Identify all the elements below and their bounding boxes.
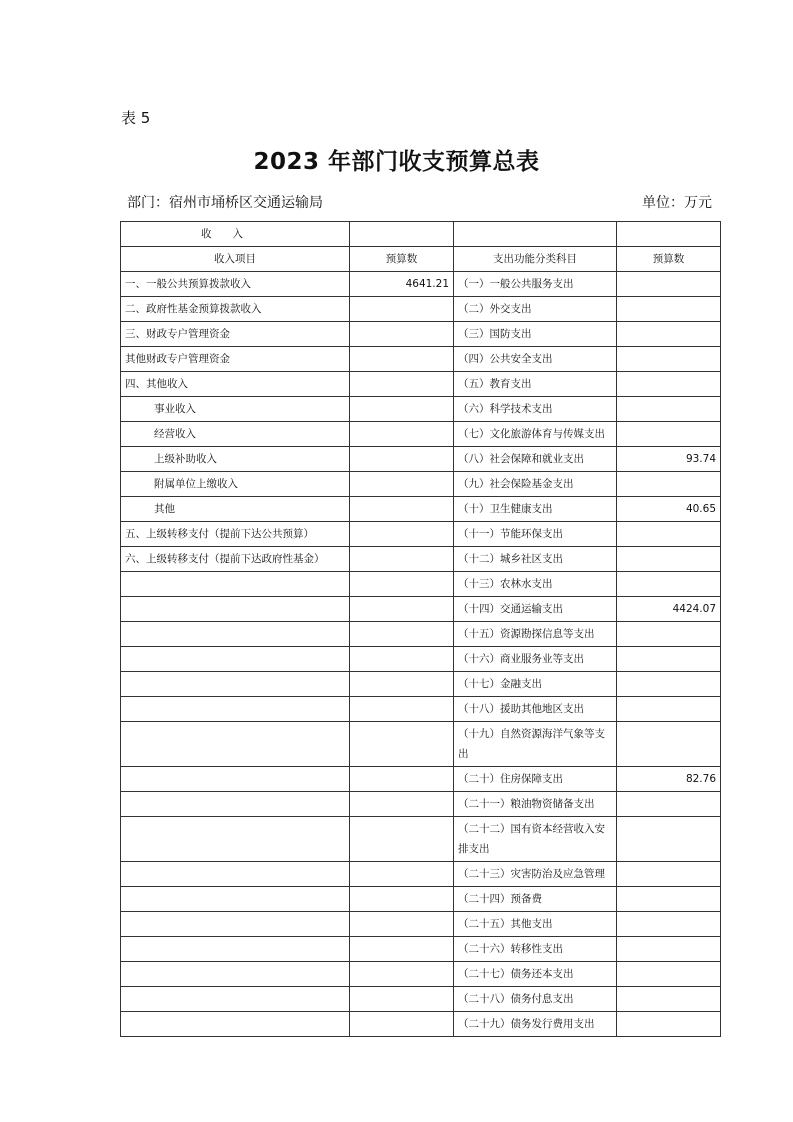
income-amount-cell	[350, 647, 454, 672]
expense-amount-cell	[617, 647, 721, 672]
income-amount-cell	[350, 597, 454, 622]
expense-amount-cell	[617, 1012, 721, 1037]
income-amount-cell	[350, 572, 454, 597]
expense-amount-cell: 40.65	[617, 497, 721, 522]
income-item-cell	[121, 987, 350, 1012]
table-row	[121, 547, 721, 572]
expense-item-cell: （九）社会保险基金支出	[454, 472, 617, 497]
table-row	[121, 987, 721, 1012]
expense-item-cell: （二十四）预备费	[454, 887, 617, 912]
income-item-cell: 二、政府性基金预算拨款收入	[121, 297, 350, 322]
income-item-cell: 五、上级转移支付（提前下达公共预算）	[121, 522, 350, 547]
income-item-cell: 六、上级转移支付（提前下达政府性基金）	[121, 547, 350, 572]
income-amount-cell	[350, 962, 454, 987]
table-row	[121, 792, 721, 817]
expense-amount-cell	[617, 912, 721, 937]
expense-item-cell: （二十八）债务付息支出	[454, 987, 617, 1012]
expense-item-cell: （三）国防支出	[454, 322, 617, 347]
expense-item-cell: （五）教育支出	[454, 372, 617, 397]
income-item-cell: 附属单位上缴收入	[121, 472, 350, 497]
income-item-header: 收入项目	[121, 247, 350, 272]
header-empty-cell	[617, 222, 721, 247]
table-row	[121, 912, 721, 937]
expense-amount-cell: 82.76	[617, 767, 721, 792]
table-row	[121, 817, 721, 862]
income-item-cell	[121, 597, 350, 622]
expense-amount-cell	[617, 422, 721, 447]
expense-item-cell: （二十二）国有资本经营收入安排支出	[454, 817, 617, 862]
income-amount-cell	[350, 372, 454, 397]
income-item-cell	[121, 887, 350, 912]
table-row	[121, 622, 721, 647]
expense-item-cell: （十四）交通运输支出	[454, 597, 617, 622]
income-amount-cell	[350, 547, 454, 572]
table-row	[121, 887, 721, 912]
income-amount-cell	[350, 522, 454, 547]
expense-item-cell: （四）公共安全支出	[454, 347, 617, 372]
expense-item-cell: （六）科学技术支出	[454, 397, 617, 422]
income-item-cell	[121, 962, 350, 987]
expense-item-cell: （二）外交支出	[454, 297, 617, 322]
table-row	[121, 472, 721, 497]
table-row	[121, 672, 721, 697]
income-item-cell	[121, 722, 350, 767]
income-item-cell	[121, 622, 350, 647]
income-item-cell	[121, 1012, 350, 1037]
income-item-cell: 其他财政专户管理资金	[121, 347, 350, 372]
income-amount-cell	[350, 912, 454, 937]
expense-budget-header: 预算数	[617, 247, 721, 272]
income-item-cell	[121, 817, 350, 862]
income-budget-header: 预算数	[350, 247, 454, 272]
expense-item-cell: （二十六）转移性支出	[454, 937, 617, 962]
table-row	[121, 347, 721, 372]
income-amount-cell	[350, 887, 454, 912]
page-title: 2023 年部门收支预算总表	[253, 149, 540, 175]
income-item-cell	[121, 767, 350, 792]
income-item-cell	[121, 647, 350, 672]
budget-summary-table	[120, 221, 721, 1037]
income-amount-cell	[350, 497, 454, 522]
income-amount-cell: 4641.21	[350, 272, 454, 297]
income-amount-cell	[350, 347, 454, 372]
header-group-row	[121, 222, 721, 247]
table-row	[121, 1012, 721, 1037]
table-row	[121, 297, 721, 322]
expense-amount-cell	[617, 522, 721, 547]
table-row	[121, 522, 721, 547]
income-amount-cell	[350, 722, 454, 767]
income-item-cell	[121, 862, 350, 887]
expense-item-cell: （二十一）粮油物资储备支出	[454, 792, 617, 817]
unit-label: 单位：万元	[642, 195, 712, 211]
expense-item-cell: （十一）节能环保支出	[454, 522, 617, 547]
expense-amount-cell	[617, 792, 721, 817]
income-amount-cell	[350, 1012, 454, 1037]
expense-amount-cell	[617, 987, 721, 1012]
income-item-cell: 一、一般公共预算拨款收入	[121, 272, 350, 297]
income-amount-cell	[350, 862, 454, 887]
table-row	[121, 767, 721, 792]
table-row	[121, 597, 721, 622]
table-label: 表 5	[121, 109, 151, 127]
table-row	[121, 272, 721, 297]
expense-amount-cell	[617, 272, 721, 297]
expense-amount-cell	[617, 672, 721, 697]
table-row	[121, 862, 721, 887]
expense-item-cell: （八）社会保障和就业支出	[454, 447, 617, 472]
expense-item-cell: （十二）城乡社区支出	[454, 547, 617, 572]
income-amount-cell	[350, 322, 454, 347]
expense-amount-cell	[617, 472, 721, 497]
income-amount-cell	[350, 792, 454, 817]
income-amount-cell	[350, 472, 454, 497]
expense-amount-cell	[617, 397, 721, 422]
expense-item-cell: （十八）援助其他地区支出	[454, 697, 617, 722]
income-item-cell	[121, 572, 350, 597]
income-amount-cell	[350, 697, 454, 722]
expense-amount-cell	[617, 297, 721, 322]
income-item-cell: 事业收入	[121, 397, 350, 422]
income-item-cell: 四、其他收入	[121, 372, 350, 397]
table-row	[121, 697, 721, 722]
expense-amount-cell	[617, 817, 721, 862]
table-row	[121, 572, 721, 597]
income-amount-cell	[350, 422, 454, 447]
expense-amount-cell: 4424.07	[617, 597, 721, 622]
income-amount-cell	[350, 672, 454, 697]
expense-item-cell: （十三）农林水支出	[454, 572, 617, 597]
income-item-cell	[121, 937, 350, 962]
table-row	[121, 372, 721, 397]
expense-amount-cell	[617, 572, 721, 597]
expense-amount-cell	[617, 347, 721, 372]
expense-item-header: 支出功能分类科目	[454, 247, 617, 272]
table-row	[121, 322, 721, 347]
expense-amount-cell	[617, 547, 721, 572]
expense-amount-cell	[617, 887, 721, 912]
table-row	[121, 722, 721, 767]
income-amount-cell	[350, 297, 454, 322]
expense-item-cell: （二十九）债务发行费用支出	[454, 1012, 617, 1037]
income-amount-cell	[350, 447, 454, 472]
expense-item-cell: （十九）自然资源海洋气象等支出	[454, 722, 617, 767]
table-row	[121, 422, 721, 447]
table-row	[121, 937, 721, 962]
expense-item-cell: （十）卫生健康支出	[454, 497, 617, 522]
expense-amount-cell	[617, 937, 721, 962]
income-item-cell: 上级补助收入	[121, 447, 350, 472]
income-item-cell	[121, 672, 350, 697]
expense-amount-cell	[617, 862, 721, 887]
expense-item-cell: （二十三）灾害防治及应急管理	[454, 862, 617, 887]
income-item-cell	[121, 697, 350, 722]
expense-item-cell: （十六）商业服务业等支出	[454, 647, 617, 672]
income-amount-cell	[350, 937, 454, 962]
table-row	[121, 397, 721, 422]
table-row	[121, 647, 721, 672]
income-item-cell	[121, 912, 350, 937]
expense-item-cell: （二十）住房保障支出	[454, 767, 617, 792]
income-amount-cell	[350, 987, 454, 1012]
expense-item-cell: （二十五）其他支出	[454, 912, 617, 937]
expense-item-cell: （一）一般公共服务支出	[454, 272, 617, 297]
expense-amount-cell	[617, 697, 721, 722]
expense-item-cell: （十七）金融支出	[454, 672, 617, 697]
income-item-cell	[121, 792, 350, 817]
income-amount-cell	[350, 767, 454, 792]
expense-item-cell: （七）文化旅游体育与传媒支出	[454, 422, 617, 447]
expense-amount-cell	[617, 722, 721, 767]
header-empty-cell	[454, 222, 617, 247]
expense-amount-cell	[617, 322, 721, 347]
income-amount-cell	[350, 817, 454, 862]
expense-amount-cell	[617, 372, 721, 397]
income-item-cell: 三、财政专户管理资金	[121, 322, 350, 347]
table-row	[121, 447, 721, 472]
income-amount-cell	[350, 397, 454, 422]
income-amount-cell	[350, 622, 454, 647]
expense-amount-cell	[617, 962, 721, 987]
income-group-header: 收 入	[121, 222, 350, 247]
expense-item-cell: （二十七）债务还本支出	[454, 962, 617, 987]
income-item-cell: 其他	[121, 497, 350, 522]
header-empty-cell	[350, 222, 454, 247]
table-row	[121, 497, 721, 522]
expense-amount-cell	[617, 622, 721, 647]
expense-item-cell: （十五）资源勘探信息等支出	[454, 622, 617, 647]
income-item-cell: 经营收入	[121, 422, 350, 447]
department-label: 部门：宿州市埇桥区交通运输局	[127, 195, 323, 211]
table-row	[121, 962, 721, 987]
column-header-row	[121, 247, 721, 272]
expense-amount-cell: 93.74	[617, 447, 721, 472]
